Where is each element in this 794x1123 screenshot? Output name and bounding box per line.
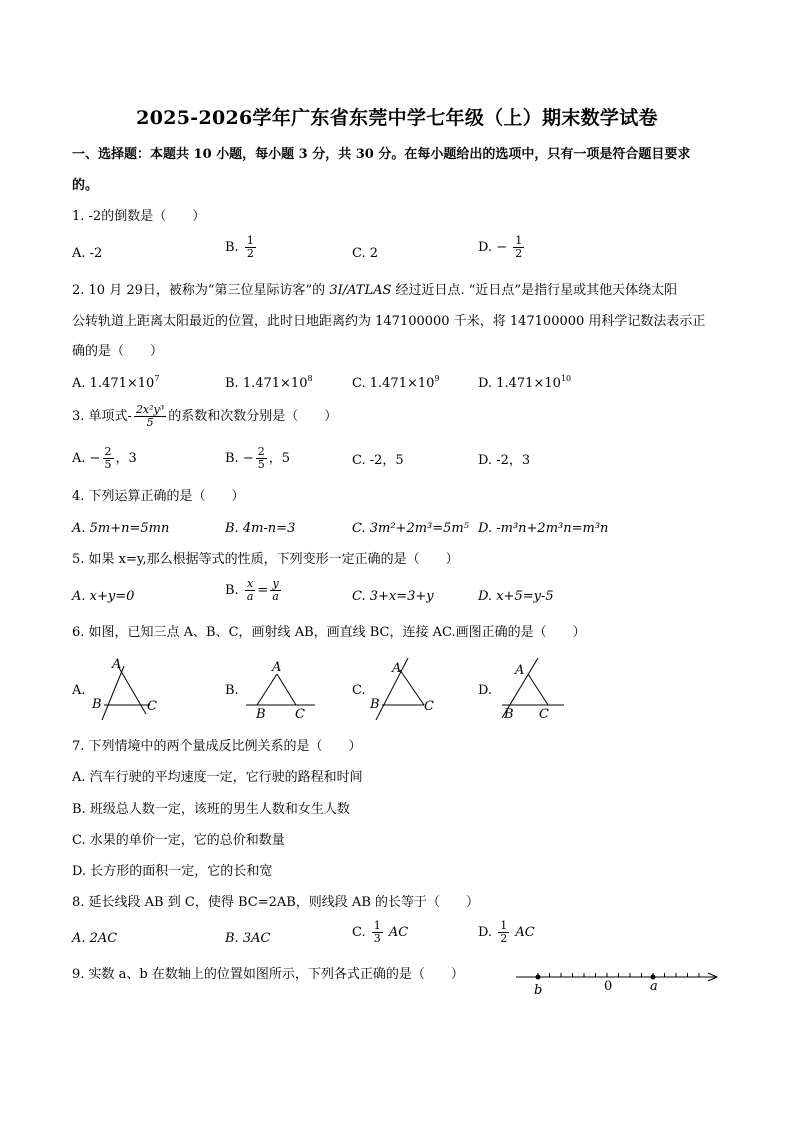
- point-a-label: A: [272, 660, 282, 675]
- q5-option-a: A. x+y=0: [72, 589, 135, 604]
- q8-stem: 8. 延长线段 AB 到 C，使得 BC=2AB，则线段 AB 的长等于（ ）: [72, 895, 480, 910]
- q1-option-a: A. -2: [72, 246, 103, 261]
- q7-stem: 7. 下列情境中的两个量成反比例关系的是（ ）: [72, 739, 362, 754]
- point-c-label: C: [295, 707, 305, 722]
- q4-option-d: D. -m³n+2m³n=m³n: [478, 521, 609, 536]
- point-a-label: A: [112, 657, 122, 672]
- q9-number-line: [512, 962, 724, 998]
- point-b-label: B: [370, 697, 380, 712]
- q4-option-b: B. 4m-n=3: [225, 521, 296, 536]
- q5-option-b: B. $\frac{x}{a}$ = $\frac{y}{a}$: [225, 577, 279, 603]
- q4-option-c: C. 3m²+2m³=5m⁵: [352, 521, 469, 536]
- fraction: $\frac{1}{2}$: [515, 234, 523, 260]
- fraction: $\frac{2}{5}$: [104, 445, 112, 471]
- label-b: b: [534, 983, 543, 998]
- q2-stem-line2: 公转轨道上距离太阳最近的位置，此时日地距离约为 147100000 千米，将 147100000 用科学记数法表示正: [72, 314, 706, 329]
- q3-option-d: D. -2，3: [478, 453, 531, 468]
- q6-option-c-label: C.: [352, 683, 366, 698]
- q8-option-b: B. 3AC: [225, 931, 271, 946]
- fraction: $\frac{y}{a}$: [272, 577, 279, 603]
- q6-stem: 6. 如图，已知三点 A、B、C，画射线 AB，画直线 BC，连接 AC.画图正确的是（ ）: [72, 625, 586, 640]
- q5-option-c: C. 3+x=3+y: [352, 589, 434, 604]
- q6-option-a-label: A.: [72, 683, 86, 698]
- q1-option-c: C. 2: [352, 246, 379, 261]
- q3-option-a: A. − $\frac{2}{5}$ ，3: [72, 445, 137, 471]
- q8-option-a: A. 2AC: [72, 931, 118, 946]
- q8-option-c: C. $\frac{1}{3}$ AC: [352, 919, 409, 945]
- q5-option-d: D. x+5=y-5: [478, 589, 554, 604]
- q7-option-d: D. 长方形的面积一定，它的长和宽: [72, 864, 273, 879]
- q3-option-b: B. − $\frac{2}{5}$ ，5: [225, 445, 290, 471]
- section-heading-cont: 的。: [72, 178, 99, 193]
- q6-figure-d: [492, 654, 572, 724]
- fraction: $\frac{x}{a}$: [246, 577, 254, 603]
- q2-option-c: C. $1.471\times 10^9$: [352, 374, 440, 391]
- section-heading: 一、选择题：本题共 10 小题，每小题 3 分，共 30 分。在每小题给出的选项中，只有一项是符合题目要求: [72, 147, 691, 162]
- q1-option-d: D. − $\frac{1}{2}$: [478, 234, 523, 260]
- exam-title: 2025-2026学年广东省东莞中学七年级（上）期末数学试卷: [136, 107, 658, 129]
- q1-stem: 1. -2的倒数是（ ）: [72, 209, 206, 224]
- q2-option-d: D. $1.471\times 10^{10}$: [478, 374, 572, 391]
- q2-stem-line3: 确的是（ ）: [72, 344, 164, 359]
- q8-option-d: D. $\frac{1}{2}$ AC: [478, 919, 535, 945]
- fraction: $\frac{2}{5}$: [257, 445, 265, 471]
- point-b: [536, 975, 541, 980]
- q6-option-d-label: D.: [478, 683, 493, 698]
- q9-stem: 9. 实数 a、b 在数轴上的位置如图所示，下列各式正确的是（ ）: [72, 967, 464, 982]
- q4-stem: 4. 下列运算正确的是（ ）: [72, 489, 245, 504]
- q3-stem: 3. 单项式- $\frac{\text{2x²y³}}{5}$ 的系数和次数分别是（ ）: [72, 403, 338, 429]
- label-a: a: [650, 979, 658, 994]
- q2-option-b: B. $1.471\times 10^8$: [225, 374, 313, 391]
- q1-option-b: B. $\frac{1}{2}$: [225, 234, 254, 260]
- point-a-label: A: [392, 661, 402, 676]
- q6-figure-a: [88, 654, 168, 724]
- fraction: $\frac{1}{2}$: [246, 234, 254, 260]
- point-c-label: C: [539, 707, 549, 722]
- fraction: $\frac{1}{2}$: [500, 919, 508, 945]
- q7-option-c: C. 水果的单价一定，它的总价和数量: [72, 833, 285, 848]
- q4-option-a: A. 5m+n=5mn: [72, 521, 170, 536]
- q6-figure-c: [364, 654, 444, 724]
- point-c-label: C: [147, 699, 157, 714]
- q2-option-a: A. $1.471\times 10^7$: [72, 374, 160, 391]
- point-b-label: B: [504, 707, 514, 722]
- point-b-label: B: [256, 707, 266, 722]
- point-a-label: A: [515, 663, 525, 678]
- tick-marks: [538, 973, 699, 977]
- q3-option-c: C. -2，5: [352, 453, 404, 468]
- q7-option-a: A. 汽车行驶的平均速度一定，它行驶的路程和时间: [72, 770, 363, 785]
- label-zero: 0: [604, 979, 613, 994]
- q6-option-b-label: B.: [225, 683, 239, 698]
- point-c-label: C: [424, 699, 434, 714]
- q2-stem-line1: 2. 10 月 29日，被称为“第三位星际访客”的 3I/ATLAS 经过近日点. “近日点”是指行星或其他天体绕太阳: [72, 283, 678, 298]
- q7-option-b: B. 班级总人数一定，该班的男生人数和女生人数: [72, 802, 350, 817]
- point-b-label: B: [92, 697, 102, 712]
- fraction: $\frac{1}{3}$: [373, 919, 381, 945]
- fraction: $\frac{\text{2x²y³}}{5}$: [135, 403, 165, 429]
- q5-stem: 5. 如果 x=y,那么根据等式的性质，下列变形一定正确的是（ ）: [72, 552, 459, 567]
- q6-figure-b: [240, 654, 330, 724]
